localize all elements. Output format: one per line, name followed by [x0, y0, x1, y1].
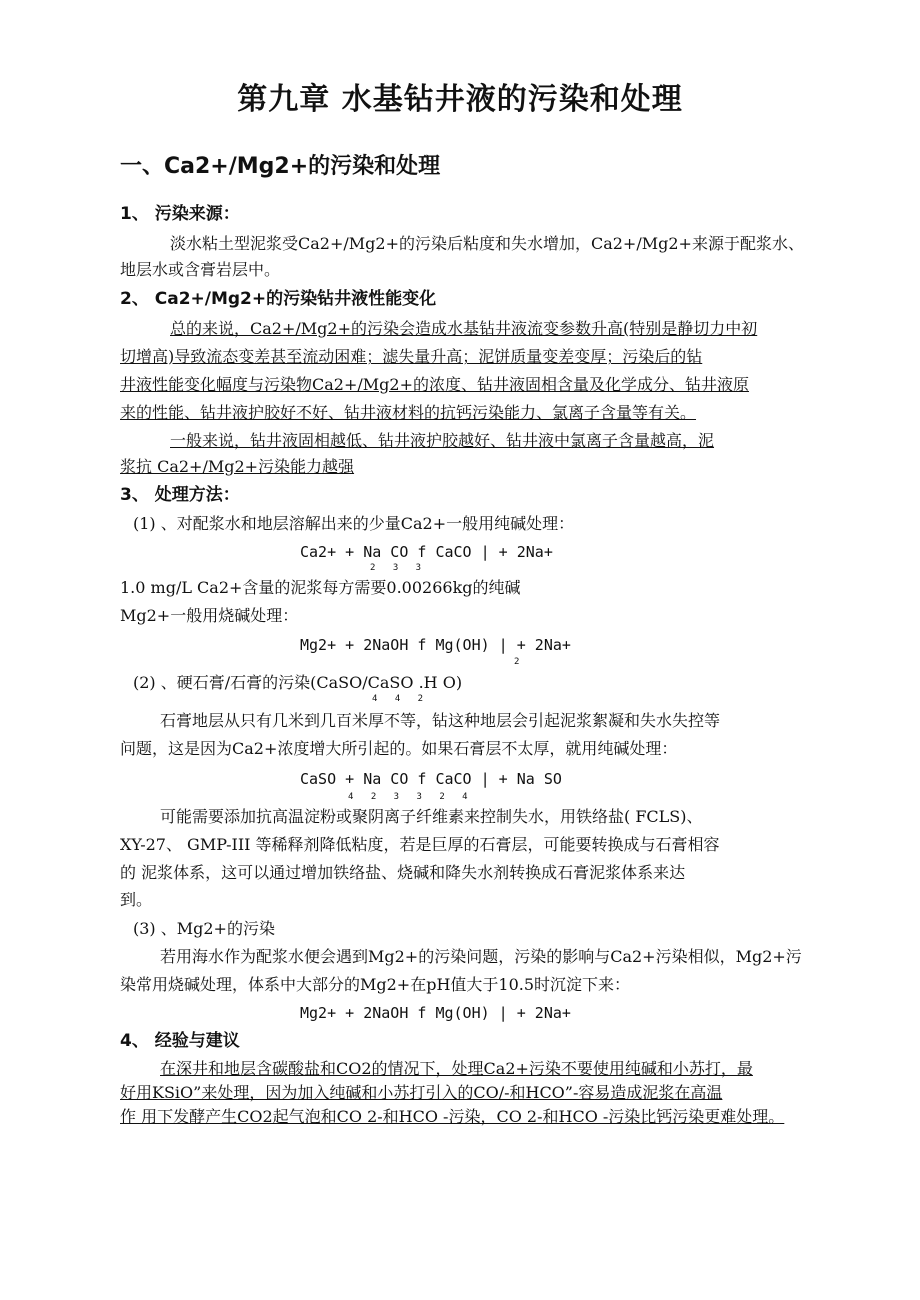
paragraph-line: 浆抗 Ca2+/Mg2+污染能力越强	[120, 457, 355, 476]
paragraph-line: 一般来说，钻井液固相越低、钻井液护胶越好、钻井液中氯离子含量越高，泥	[170, 431, 715, 450]
method-heading: (2) 、硬石膏/石膏的污染(CaSO/CaSO .H O)	[133, 673, 463, 692]
subsection-heading: 1、 污染来源：	[120, 204, 240, 224]
subsection-heading: 3、 处理方法：	[120, 485, 240, 505]
method-heading: (3) 、Mg2+的污染	[133, 919, 275, 938]
method-heading: (1) 、对配浆水和地层溶解出来的少量Ca2+一般用纯碱处理：	[133, 514, 575, 533]
paragraph-line: 石膏地层从只有几米到几百米厚不等，钻这种地层会引起泥浆絮凝和失水失控等	[160, 711, 721, 730]
paragraph-line: 作 用下发酵产生CO2起气泡和CO 2-和HCO -污染，CO 2-和HCO -污染比钙污染更难处理。	[120, 1107, 785, 1126]
equation: CaSO + Na CO f CaCO | + Na SO	[300, 770, 562, 788]
formula-subscripts: 4 4 2	[372, 694, 430, 704]
paragraph-line: 总的来说，Ca2+/Mg2+的污染会造成水基钻井液流变参数升高(特别是静切力中初	[170, 319, 758, 338]
paragraph-line: 井液性能变化幅度与污染物Ca2+/Mg2+的浓度、钻井液固相含量及化学成分、钻井液原	[120, 375, 749, 394]
paragraph-line: 淡水粘土型泥浆受Ca2+/Mg2+的污染后粘度和失水增加，Ca2+/Mg2+来源于配浆水、	[170, 234, 804, 253]
paragraph-line: XY-27、 GMP-III 等稀释剂降低粘度，若是巨厚的石膏层，可能要转换成与石膏相容	[120, 835, 720, 854]
paragraph-line: 好用KSiO”来处理，因为加入纯碱和小苏打引入的CO/-和HCO”-容易造成泥浆在高温	[120, 1083, 723, 1102]
paragraph-line: 可能需要添加抗高温淀粉或聚阴离子纤维素来控制失水，用铁络盐( FCLS)、	[160, 807, 703, 826]
equation: Mg2+ + 2NaOH f Mg(OH) | + 2Na+	[300, 1004, 571, 1022]
equation: Mg2+ + 2NaOH f Mg(OH) | + 2Na+	[300, 636, 571, 654]
section-heading: 一、Ca2+/Mg2+的污染和处理	[120, 154, 441, 179]
paragraph-line: 1.0 mg/L Ca2+含量的泥浆每方需要0.00266kg的纯碱	[120, 578, 521, 597]
subsection-heading: 4、 经验与建议	[120, 1031, 240, 1051]
paragraph-line: 切增高)导致流态变差甚至流动困难；滤失量升高；泥饼质量变差变厚；污染后的钻	[120, 347, 703, 366]
page-title: 第九章 水基钻井液的污染和处理	[237, 82, 683, 117]
subsection-heading: 2、 Ca2+/Mg2+的污染钻井液性能变化	[120, 289, 437, 309]
paragraph-line: 问题，这是因为Ca2+浓度增大所引起的。如果石膏层不太厚，就用纯碱处理：	[120, 739, 678, 758]
equation-subscripts: 4 2 3 3 2 4	[348, 792, 474, 802]
paragraph-line: Mg2+一般用烧碱处理：	[120, 606, 299, 625]
paragraph-line: 若用海水作为配浆水便会遇到Mg2+的污染问题，污染的影响与Ca2+污染相似，Mg2+污	[160, 947, 802, 966]
paragraph-line: 到。	[120, 890, 153, 909]
paragraph-line: 地层水或含膏岩层中。	[120, 260, 281, 279]
paragraph-line: 在深井和地层含碳酸盐和CO2的情况下，处理Ca2+污染不要使用纯碱和小苏打，最	[160, 1059, 753, 1078]
equation: Ca2+ + Na CO f CaCO | + 2Na+	[300, 543, 553, 561]
paragraph-line: 的 泥浆体系，这可以通过增加铁络盐、烧碱和降失水剂转换成石膏泥浆体系来达	[120, 863, 686, 882]
paragraph-line: 染常用烧碱处理，体系中大部分的Mg2+在pH值大于10.5时沉淀下来：	[120, 975, 631, 994]
paragraph-line: 来的性能、钻井液护胶好不好、钻井液材料的抗钙污染能力、氯离子含量等有关。	[120, 403, 697, 422]
equation-subscripts: 2	[514, 657, 526, 667]
equation-subscripts: 2 3 3	[370, 563, 428, 573]
